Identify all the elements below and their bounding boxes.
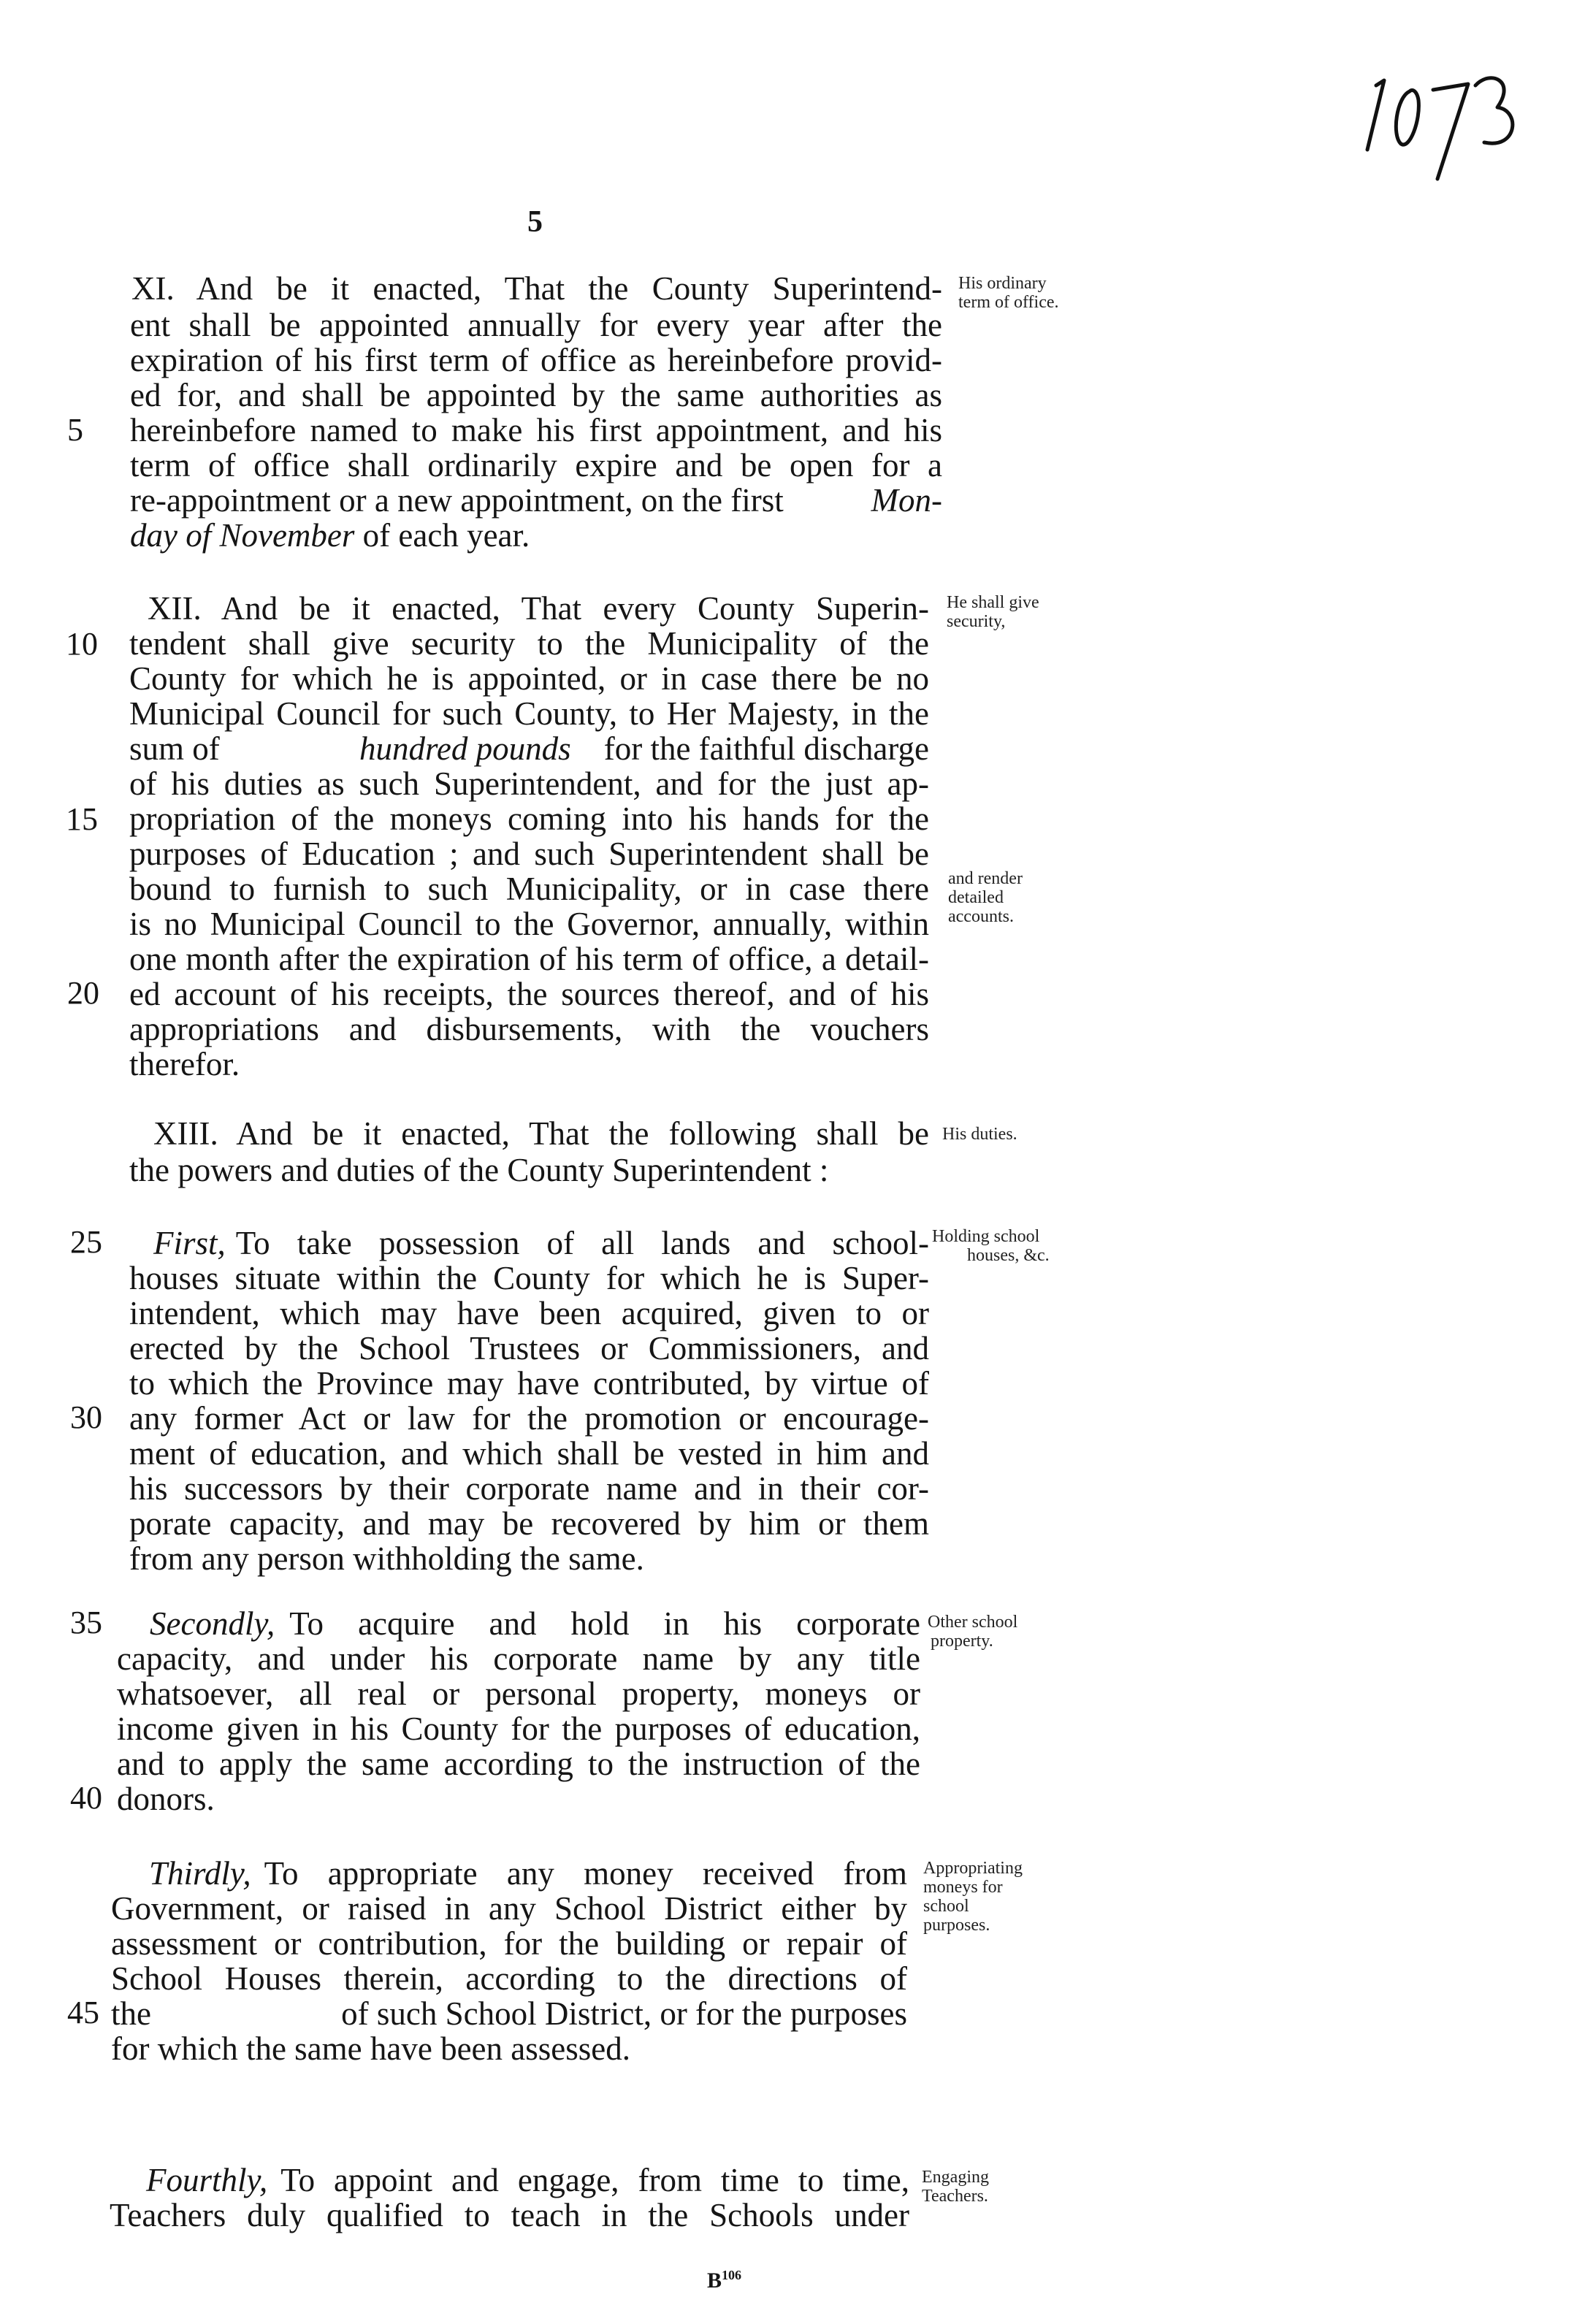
text-line: whatsoever, all real or personal property, moneys or [117,1675,920,1712]
text-line: the powers and duties of the County Superintendent : [129,1152,829,1188]
italic-text: Fourthly, [146,2162,268,2198]
margin-note [958,274,1059,312]
italic-text: Mon- [871,482,942,519]
text-span: for the faithful discharge [603,730,929,767]
signature-number: 106 [722,2268,742,2282]
text-line: for which the same have been assessed. [111,2030,630,2067]
text-line: expiration of his first term of office as hereinbefore provid- [130,342,942,378]
text-line: purposes of Education ; and such Superintendent shall be [129,836,929,872]
text-line: capacity, and under his corporate name by any title [117,1640,920,1677]
text-span: To take possession of all lands and school- [235,1225,929,1261]
text-span: the [111,1995,151,2032]
line-number: 10 [66,626,98,662]
text-line [149,1855,907,1892]
line-number: 5 [67,412,83,448]
margin-note-line: His duties. [942,1125,1017,1144]
text-line: one month after the expiration of his term of office, a detail- [129,941,929,977]
text-span: of each year. [362,517,530,554]
margin-note-line: Holding school [932,1227,1040,1246]
handwritten-folio-number [1351,40,1527,186]
text-line: and to apply the same according to the instruction of the [117,1746,920,1782]
text-line: Teachers duly qualified to teach in the Schools under [110,2197,909,2233]
text-span: sum of [129,730,220,767]
margin-note-line: Other school [928,1613,1018,1632]
line-number: 45 [67,1995,99,2030]
text-line: XIII. And be it enacted, That the following shall be [153,1115,929,1152]
text-line: Municipal Council for such County, to Her Majesty, in the [129,695,929,732]
text-line: bound to furnish to such Municipality, or in case there [129,871,929,907]
text-line: income given in his County for the purposes of education, [117,1710,920,1747]
italic-text: Secondly, [150,1605,275,1642]
margin-note [932,1227,1050,1265]
text-line: from any person withholding the same. [129,1540,644,1577]
text-line [111,1995,907,2032]
text-span: To appoint and engage, from time to time, [280,2162,909,2198]
margin-note [923,1859,1023,1935]
line-number: 35 [70,1605,102,1640]
margin-note-line: term of office. [958,293,1059,312]
margin-note [942,1125,1017,1144]
margin-note-line: accounts. [948,907,1014,926]
text-line: Government, or raised in any School District either by [111,1890,907,1927]
margin-note [922,2168,989,2206]
text-line: intendent, which may have been acquired, given to or [129,1295,929,1331]
text-line [130,517,530,554]
margin-note-line: property. [931,1632,993,1651]
text-line [153,1225,929,1261]
margin-note-line: moneys for [923,1878,1003,1897]
page-number: 5 [527,205,543,239]
line-number: 30 [70,1399,102,1435]
signature-letter: B [707,2268,722,2293]
text-line: porate capacity, and may be recovered by him or them [129,1505,929,1542]
text-line: therefor. [129,1046,240,1082]
margin-note-line: and render [948,869,1023,888]
line-number: 15 [66,801,98,837]
margin-note-line: security, [947,612,1006,631]
margin-note-line: Teachers. [922,2187,988,2206]
margin-note-line: Engaging [922,2168,989,2187]
text-line [129,730,929,767]
margin-note-line: detailed [948,888,1004,907]
text-line: ed for, and shall be appointed by the same authorities as [130,377,942,413]
text-line: ent shall be appointed annually for every year after the [130,307,942,343]
text-line [150,1605,920,1642]
text-line: his successors by their corporate name and in their cor- [129,1470,929,1507]
text-line: to which the Province may have contributed, by virtue of [129,1365,929,1402]
margin-note [947,593,1039,631]
margin-note-line: purposes. [923,1916,990,1935]
text-line: propriation of the moneys coming into his hands for the [129,800,929,837]
text-line: assessment or contribution, for the building or repair of [111,1925,907,1962]
italic-text: First, [153,1225,226,1261]
text-span: To appropriate any money received from [264,1855,907,1892]
margin-note-line: His ordinary [958,274,1047,293]
text-span: re-appointment or a new appointment, on the first [130,482,784,519]
printer-signature [707,2268,741,2293]
margin-note-line: He shall give [947,593,1039,612]
text-line: ment of education, and which shall be vested in him and [129,1435,929,1472]
margin-note-line: school [923,1897,969,1916]
text-span: of such School District, or for the purposes [341,1995,907,2032]
text-line: appropriations and disbursements, with the vouchers [129,1011,929,1047]
text-line: County for which he is appointed, or in case there be no [129,660,929,697]
margin-note [928,1613,1017,1651]
text-span: To acquire and hold in his corporate [289,1605,920,1642]
text-line: erected by the School Trustees or Commissioners, and [129,1330,929,1367]
text-line: ed account of his receipts, the sources thereof, and of his [129,976,929,1012]
italic-text: day of November [130,517,355,554]
text-line [130,482,942,519]
margin-note-line: Appropriating [923,1859,1023,1878]
text-line: hereinbefore named to make his first appointment, and his [130,412,942,448]
text-line: XII. And be it enacted, That every County Superin- [148,590,929,627]
text-line [146,2162,909,2198]
italic-text: Thirdly, [149,1855,251,1892]
text-line: of his duties as such Superintendent, and for the just ap- [129,765,929,802]
text-line: term of office shall ordinarily expire and be open for a [130,447,942,483]
line-number: 20 [67,975,99,1011]
text-line: donors. [117,1781,215,1817]
italic-text: hundred pounds [359,730,571,767]
margin-note [948,869,1023,926]
line-number: 25 [70,1224,102,1260]
text-line: School Houses therein, according to the directions of [111,1960,907,1997]
text-line: XI. And be it enacted, That the County Superintend- [131,270,942,307]
margin-note-line: houses, &c. [967,1246,1050,1265]
text-line: tendent shall give security to the Municipality of the [129,625,929,662]
text-line: is no Municipal Council to the Governor, annually, within [129,906,929,942]
text-line: any former Act or law for the promotion or encourage- [129,1400,929,1437]
text-line: houses situate within the County for which he is Super- [129,1260,929,1296]
line-number: 40 [70,1780,102,1816]
